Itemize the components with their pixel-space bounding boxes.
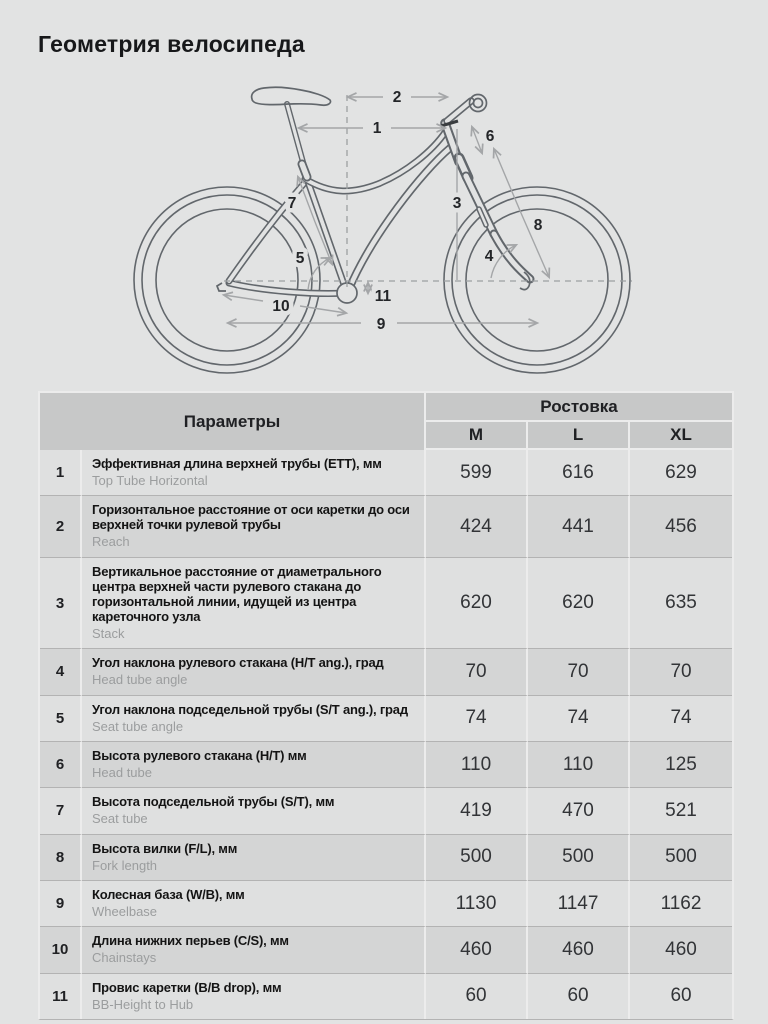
size-value-l: 470 [528, 787, 630, 833]
size-value-xl: 521 [630, 787, 732, 833]
param-name-en: Head tube [92, 765, 152, 781]
param-name-ru: Провис каретки (B/B drop), мм [92, 979, 282, 995]
size-value-m: 419 [426, 787, 528, 833]
size-value-xl: 70 [630, 648, 732, 694]
size-value-l: 74 [528, 695, 630, 741]
row-number: 5 [40, 695, 82, 741]
size-value-l: 460 [528, 926, 630, 972]
size-value-xl: 125 [630, 741, 732, 787]
param-name-en: Stack [92, 626, 125, 642]
param-cell [82, 973, 426, 1019]
row-number: 6 [40, 741, 82, 787]
size-value-l: 1147 [528, 880, 630, 926]
size-value-l: 70 [528, 648, 630, 694]
size-value-xl: 635 [630, 557, 732, 649]
size-value-m: 60 [426, 973, 528, 1019]
param-name-ru: Угол наклона рулевого стакана (H/T ang.), град [92, 655, 384, 671]
param-name-en: BB-Height to Hub [92, 996, 194, 1012]
param-cell [82, 450, 426, 495]
param-name-en: Wheelbase [92, 904, 158, 920]
size-value-l: 620 [528, 557, 630, 649]
size-value-m: 599 [426, 450, 528, 495]
geometry-table-header [40, 393, 732, 450]
size-value-xl: 460 [630, 926, 732, 972]
param-cell [82, 695, 426, 741]
callout-7: 7 [287, 195, 297, 212]
row-number: 2 [40, 495, 82, 556]
size-value-xl: 74 [630, 695, 732, 741]
param-name-ru: Высота рулевого стакана (H/T) мм [92, 747, 307, 763]
row-number: 7 [40, 787, 82, 833]
frame [217, 123, 459, 294]
row-number: 10 [40, 926, 82, 972]
dim-headtube-down [477, 140, 482, 153]
table-row [40, 450, 732, 495]
dim-fork-up [494, 149, 521, 213]
size-value-m: 110 [426, 741, 528, 787]
param-cell [82, 741, 426, 787]
size-value-m: 74 [426, 695, 528, 741]
size-value-m: 1130 [426, 880, 528, 926]
dim-chainstay-left [224, 295, 263, 301]
param-cell [82, 787, 426, 833]
param-column-header: Параметры [40, 393, 426, 450]
row-number: 8 [40, 834, 82, 880]
param-name-en: Reach [92, 534, 130, 550]
size-value-l: 500 [528, 834, 630, 880]
seatpost-and-saddle [252, 87, 331, 177]
bike-geometry-diagram [0, 60, 768, 390]
callout-4: 4 [484, 248, 494, 265]
table-row [40, 695, 732, 741]
callout-5: 5 [295, 250, 305, 267]
param-name-en: Top Tube Horizontal [92, 473, 208, 489]
row-number: 11 [40, 973, 82, 1019]
param-name-ru: Угол наклона подседельной трубы (S/T ang.), град [92, 701, 408, 717]
size-value-l: 110 [528, 741, 630, 787]
size-value-xl: 456 [630, 495, 732, 556]
param-name-ru: Высота вилки (F/L), мм [92, 840, 238, 856]
row-number: 1 [40, 450, 82, 495]
size-value-xl: 500 [630, 834, 732, 880]
table-row [40, 834, 732, 880]
table-row [40, 495, 732, 556]
param-name-en: Fork length [92, 857, 158, 873]
table-row [40, 973, 732, 1019]
param-name-en: Seat tube angle [92, 718, 184, 734]
param-name-en: Seat tube [92, 811, 148, 827]
callout-8: 8 [533, 217, 543, 234]
front-wheel [444, 187, 630, 373]
dim-headtube-up [472, 127, 477, 140]
size-value-xl: 1162 [630, 880, 732, 926]
size-value-m: 500 [426, 834, 528, 880]
param-name-ru: Высота подседельной трубы (S/T), мм [92, 794, 335, 810]
callout-6: 6 [485, 128, 495, 145]
size-value-l: 441 [528, 495, 630, 556]
size-value-m: 620 [426, 557, 528, 649]
size-column-xl: XL [630, 422, 732, 450]
size-column-l: L [528, 422, 630, 450]
callout-9: 9 [376, 316, 386, 333]
param-name-en: Chainstays [92, 950, 157, 966]
callout-11: 11 [374, 288, 392, 305]
table-row [40, 880, 732, 926]
param-cell [82, 495, 426, 556]
size-value-m: 70 [426, 648, 528, 694]
param-cell [82, 834, 426, 880]
size-column-m: M [426, 422, 528, 450]
param-cell [82, 648, 426, 694]
size-value-xl: 629 [630, 450, 732, 495]
param-cell [82, 557, 426, 649]
size-value-m: 424 [426, 495, 528, 556]
table-row [40, 741, 732, 787]
size-group-header: Ростовка [426, 393, 732, 422]
page-title: Геометрия велосипеда [38, 31, 305, 57]
table-row [40, 787, 732, 833]
param-name-en: Head tube angle [92, 672, 188, 688]
param-name-ru: Длина нижних перьев (C/S), мм [92, 933, 289, 949]
param-name-ru: Колесная база (W/B), мм [92, 886, 245, 902]
row-number: 3 [40, 557, 82, 649]
callout-3: 3 [452, 195, 462, 212]
param-cell [82, 926, 426, 972]
callout-2: 2 [392, 89, 402, 106]
size-value-l: 616 [528, 450, 630, 495]
size-value-l: 60 [528, 973, 630, 1019]
param-name-ru: Вертикальное расстояние от диаметрального центра верхней части рулевого стакана до горизонтальной линии, идущей из центра кареточного узла [92, 563, 382, 624]
callout-1: 1 [372, 120, 382, 137]
row-number: 9 [40, 880, 82, 926]
geometry-table [38, 391, 734, 1020]
param-name-ru: Эффективная длина верхней трубы (ETT), мм [92, 456, 382, 471]
param-cell [82, 880, 426, 926]
callout-10: 10 [272, 298, 290, 315]
param-name-ru: Горизонтальное расстояние от оси каретки до оси верхней точки рулевой трубы [92, 502, 410, 533]
table-row [40, 926, 732, 972]
table-row [40, 648, 732, 694]
size-value-xl: 60 [630, 973, 732, 1019]
size-value-m: 460 [426, 926, 528, 972]
table-row [40, 557, 732, 649]
row-number: 4 [40, 648, 82, 694]
saddle [252, 87, 331, 105]
geometry-table-body [40, 450, 732, 1019]
